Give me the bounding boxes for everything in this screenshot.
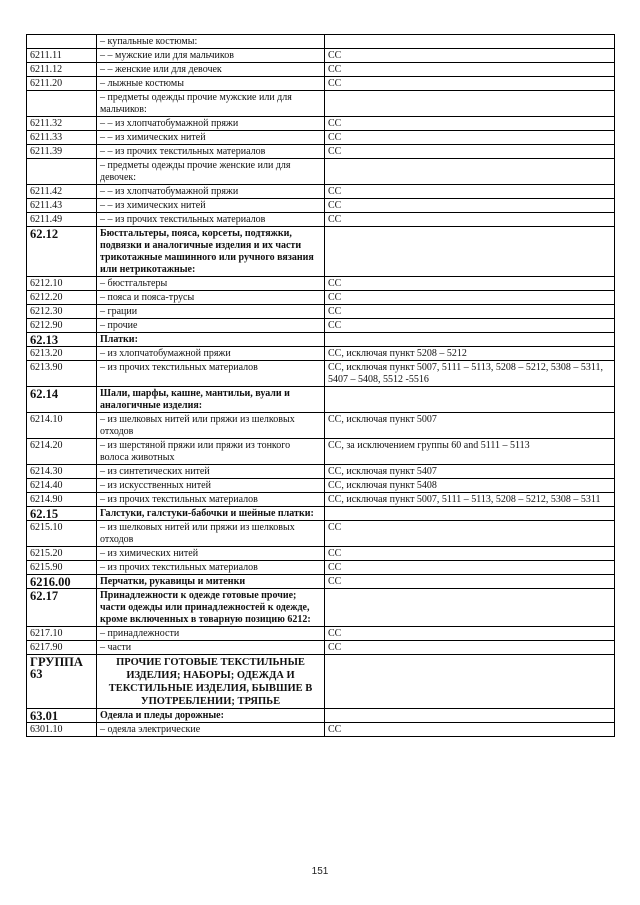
hs-code-cell <box>27 35 97 49</box>
document-page <box>26 34 614 737</box>
description-cell: – из шелковых нитей или пряжи из шелковых отходов <box>97 413 325 439</box>
origin-rule-cell: СС <box>325 63 615 77</box>
hs-code-cell: 6211.43 <box>27 199 97 213</box>
description-cell: – принадлежности <box>97 627 325 641</box>
table-row <box>27 227 615 277</box>
origin-rule-cell <box>325 709 615 723</box>
table-row <box>27 145 615 159</box>
hs-code-cell: 6214.10 <box>27 413 97 439</box>
origin-rule-cell: СС, исключая пункт 5007, 5111 – 5113, 5208 – 5212, 5308 – 5311 <box>325 493 615 507</box>
description-cell: – – из хлопчатобумажной пряжи <box>97 117 325 131</box>
hs-code-cell: 6211.42 <box>27 185 97 199</box>
table-row <box>27 319 615 333</box>
hs-code-cell: 62.17 <box>27 589 97 627</box>
description-cell: – из искусственных нитей <box>97 479 325 493</box>
origin-rule-cell: СС <box>325 641 615 655</box>
origin-rule-cell: СС <box>325 575 615 589</box>
table-row <box>27 291 615 305</box>
table-row <box>27 347 615 361</box>
origin-rule-cell <box>325 507 615 521</box>
origin-rule-cell: СС <box>325 145 615 159</box>
description-cell: – из химических нитей <box>97 547 325 561</box>
origin-rule-cell <box>325 227 615 277</box>
origin-rule-cell: СС <box>325 627 615 641</box>
description-cell: – части <box>97 641 325 655</box>
table-row <box>27 117 615 131</box>
rules-table-body <box>27 35 615 737</box>
description-cell: – грации <box>97 305 325 319</box>
table-row <box>27 277 615 291</box>
table-row <box>27 413 615 439</box>
table-row <box>27 333 615 347</box>
description-cell: Галстуки, галстуки-бабочки и шейные платки: <box>97 507 325 521</box>
description-cell: ПРОЧИЕ ГОТОВЫЕ ТЕКСТИЛЬНЫЕ ИЗДЕЛИЯ; НАБОРЫ; ОДЕЖДА И ТЕКСТИЛЬНЫЕ ИЗДЕЛИЯ, БЫВШИЕ В УПОТРЕБЛЕНИИ; ТРЯПЬЕ <box>97 655 325 709</box>
origin-rule-cell <box>325 91 615 117</box>
origin-rule-cell: СС, исключая пункт 5408 <box>325 479 615 493</box>
description-cell: – предметы одежды прочие женские или для девочек: <box>97 159 325 185</box>
table-row <box>27 213 615 227</box>
hs-code-cell: 6212.20 <box>27 291 97 305</box>
hs-code-cell: 6211.49 <box>27 213 97 227</box>
origin-rule-cell: СС <box>325 561 615 575</box>
description-cell: Принадлежности к одежде готовые прочие; части одежды или принадлежностей к одежде, кроме включенных в товарную позицию 6212: <box>97 589 325 627</box>
description-cell: – – из хлопчатобумажной пряжи <box>97 185 325 199</box>
table-row <box>27 655 615 709</box>
origin-rule-cell: СС <box>325 213 615 227</box>
table-row <box>27 63 615 77</box>
description-cell: Одеяла и пледы дорожные: <box>97 709 325 723</box>
origin-rule-cell: СС, за исключением группы 60 and 5111 – 5113 <box>325 439 615 465</box>
table-row <box>27 159 615 185</box>
table-row <box>27 361 615 387</box>
table-row <box>27 91 615 117</box>
description-cell: – из шелковых нитей или пряжи из шелковых отходов <box>97 521 325 547</box>
hs-code-cell: 6211.39 <box>27 145 97 159</box>
origin-rule-cell <box>325 655 615 709</box>
table-row <box>27 131 615 145</box>
origin-rule-cell: СС, исключая пункт 5407 <box>325 465 615 479</box>
origin-rule-cell: СС <box>325 77 615 91</box>
hs-code-cell: 62.13 <box>27 333 97 347</box>
description-cell: – – из прочих текстильных материалов <box>97 213 325 227</box>
hs-code-cell: 6211.11 <box>27 49 97 63</box>
table-row <box>27 723 615 737</box>
table-row <box>27 479 615 493</box>
hs-code-cell: 62.12 <box>27 227 97 277</box>
description-cell: – лыжные костюмы <box>97 77 325 91</box>
description-cell: – – из химических нитей <box>97 131 325 145</box>
origin-rule-cell: СС <box>325 723 615 737</box>
origin-rule-cell <box>325 35 615 49</box>
origin-rule-cell: СС <box>325 131 615 145</box>
hs-code-cell: 6213.90 <box>27 361 97 387</box>
hs-code-cell <box>27 91 97 117</box>
origin-rule-cell: СС <box>325 199 615 213</box>
hs-code-cell: 62.15 <box>27 507 97 521</box>
hs-code-cell: 6215.10 <box>27 521 97 547</box>
hs-code-cell: 6213.20 <box>27 347 97 361</box>
hs-code-cell: 62.14 <box>27 387 97 413</box>
hs-code-cell: 6215.90 <box>27 561 97 575</box>
description-cell: Перчатки, рукавицы и митенки <box>97 575 325 589</box>
hs-code-cell: 6211.12 <box>27 63 97 77</box>
description-cell: – купальные костюмы: <box>97 35 325 49</box>
table-row <box>27 185 615 199</box>
description-cell: Шали, шарфы, кашне, мантильи, вуали и аналогичные изделия: <box>97 387 325 413</box>
origin-rule-cell <box>325 159 615 185</box>
table-row <box>27 305 615 319</box>
table-row <box>27 77 615 91</box>
origin-rule-cell: СС, исключая пункт 5208 – 5212 <box>325 347 615 361</box>
description-cell: – – мужские или для мальчиков <box>97 49 325 63</box>
hs-code-cell: 6212.30 <box>27 305 97 319</box>
hs-code-cell: 6215.20 <box>27 547 97 561</box>
origin-rule-cell: СС <box>325 185 615 199</box>
table-row <box>27 709 615 723</box>
description-cell: – из синтетических нитей <box>97 465 325 479</box>
hs-code-cell <box>27 159 97 185</box>
table-row <box>27 507 615 521</box>
hs-code-cell: 6212.10 <box>27 277 97 291</box>
description-cell: – из хлопчатобумажной пряжи <box>97 347 325 361</box>
hs-code-cell: 63.01 <box>27 709 97 723</box>
description-cell: – предметы одежды прочие мужские или для мальчиков: <box>97 91 325 117</box>
table-row <box>27 199 615 213</box>
description-cell: Платки: <box>97 333 325 347</box>
table-row <box>27 35 615 49</box>
table-row <box>27 561 615 575</box>
description-cell: – – из прочих текстильных материалов <box>97 145 325 159</box>
table-row <box>27 589 615 627</box>
description-cell: – – женские или для девочек <box>97 63 325 77</box>
description-cell: – – из химических нитей <box>97 199 325 213</box>
table-row <box>27 521 615 547</box>
table-row <box>27 49 615 63</box>
hs-code-cell: 6217.10 <box>27 627 97 641</box>
origin-rule-cell: СС <box>325 305 615 319</box>
description-cell: – из прочих текстильных материалов <box>97 561 325 575</box>
hs-code-cell: 6214.90 <box>27 493 97 507</box>
description-cell: – из прочих текстильных материалов <box>97 493 325 507</box>
hs-code-cell: ГРУППА 63 <box>27 655 97 709</box>
table-row <box>27 387 615 413</box>
description-cell: – прочие <box>97 319 325 333</box>
hs-code-cell: 6214.20 <box>27 439 97 465</box>
table-row <box>27 547 615 561</box>
origin-rule-cell: СС <box>325 547 615 561</box>
description-cell: – из прочих текстильных материалов <box>97 361 325 387</box>
origin-rules-table <box>26 34 615 737</box>
origin-rule-cell: СС <box>325 319 615 333</box>
table-row <box>27 627 615 641</box>
table-row <box>27 575 615 589</box>
hs-code-cell: 6211.33 <box>27 131 97 145</box>
hs-code-cell: 6216.00 <box>27 575 97 589</box>
origin-rule-cell: СС <box>325 521 615 547</box>
table-row <box>27 465 615 479</box>
table-row <box>27 493 615 507</box>
hs-code-cell: 6301.10 <box>27 723 97 737</box>
origin-rule-cell <box>325 333 615 347</box>
description-cell: – одеяла электрические <box>97 723 325 737</box>
origin-rule-cell <box>325 589 615 627</box>
description-cell: Бюстгальтеры, пояса, корсеты, подтяжки, подвязки и аналогичные изделия и их части трикотажные машинного или ручного вязания или нетрикотажные: <box>97 227 325 277</box>
origin-rule-cell: СС <box>325 117 615 131</box>
hs-code-cell: 6214.40 <box>27 479 97 493</box>
table-row <box>27 439 615 465</box>
origin-rule-cell: СС, исключая пункт 5007 <box>325 413 615 439</box>
origin-rule-cell <box>325 387 615 413</box>
origin-rule-cell: СС <box>325 291 615 305</box>
origin-rule-cell: СС, исключая пункт 5007, 5111 – 5113, 5208 – 5212, 5308 – 5311, 5407 – 5408, 5512 -5516 <box>325 361 615 387</box>
description-cell: – бюстгальтеры <box>97 277 325 291</box>
description-cell: – из шерстяной пряжи или пряжи из тонкого волоса животных <box>97 439 325 465</box>
hs-code-cell: 6211.32 <box>27 117 97 131</box>
hs-code-cell: 6217.90 <box>27 641 97 655</box>
description-cell: – пояса и пояса-трусы <box>97 291 325 305</box>
hs-code-cell: 6212.90 <box>27 319 97 333</box>
table-row <box>27 641 615 655</box>
hs-code-cell: 6214.30 <box>27 465 97 479</box>
page-number: 151 <box>311 866 329 877</box>
origin-rule-cell: СС <box>325 277 615 291</box>
origin-rule-cell: СС <box>325 49 615 63</box>
hs-code-cell: 6211.20 <box>27 77 97 91</box>
